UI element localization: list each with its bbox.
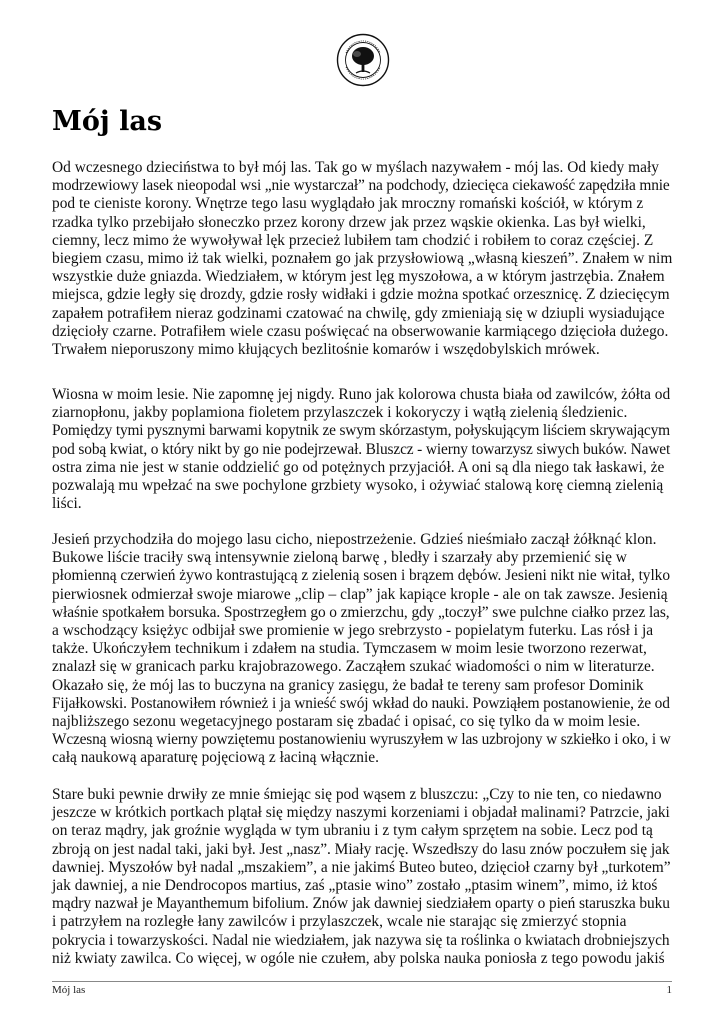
- footer-divider: [52, 981, 672, 982]
- text-line: Od wczesnego dzieciństwa to był mój las. Tak go w myślach nazywałem - mój las. Od kiedy mały: [52, 159, 659, 176]
- text-line: biegiem czasu, mimo iż tak wielki, poznałem go jak przysłowiową „własną kieszeń”. Znałem w nim: [52, 250, 673, 268]
- text-line: wszystkie duże gniazda. Wiedziałem, w którym jest lęg myszołowa, a w którym jastrzębia. Znałem: [52, 268, 665, 286]
- page-number: 1: [666, 984, 672, 996]
- footer-title: Mój las: [52, 984, 86, 996]
- text-line: znalazł się w granicach parku krajobrazowego. Zacząłem szukać wiadomości o nim w literaturze.: [52, 658, 655, 676]
- page-title: Mój las: [52, 106, 163, 137]
- text-line: a wschodzący księżyc odbijał swe promienie w jego srebrzysto - popielatym futerku. Las rósł i ja: [52, 622, 654, 640]
- text-line: ziarnopłonu, jakby poplamiona fioletem przylaszczek i kokoryczy i wątłą zielenią śledzienic.: [52, 404, 628, 422]
- text-line: i patrzyłem na rozległe łany zawilców i przylaszczek, wcale nie starając się zmierzyć stopnia: [52, 913, 627, 931]
- text-line: miejsca, gdzie legły się drozdy, gdzie rosły widłaki i gdzie można spotkać orzesznicę. Z dziecięcym: [52, 286, 670, 304]
- text-line: pierwiosnek odmierzał swoje miarowe „clip – clap” jak kapiące krople - ale on tak zawsze. Jesienią: [52, 585, 668, 603]
- text-line: Pomiędzy tymi pysznymi barwami kopytnik ze swym skórzastym, połyskującym liściem skrywającym: [52, 422, 670, 440]
- text-line: rzadka tylko przebijało słoneczko przez korony drzew jak przez wąskie okienka. Las był wielki,: [52, 213, 646, 231]
- tree-seal-logo-icon: [336, 33, 390, 87]
- text-line: jak dawniej, a nie Dendrocopos martius, zaś „ptasie wino” zostało „ptasim winem”, mimo, iż ktoś: [52, 877, 658, 895]
- text-line: Okazało się, że mój las to buczyna na granicy zasięgu, że badał te tereny sam profesor Dominik: [52, 676, 644, 694]
- paragraph-spring: [52, 386, 672, 513]
- text-line: płomienną czerwień żywo kontrastującą z zielenią sosen i brązem dębów. Jesieni nikt nie witał, tylko: [52, 567, 670, 585]
- text-line: Stare buki pewnie drwiły ze mnie śmiejąc się pod wąsem z bluszczu: „Czy to nie ten, co niedawno: [52, 786, 662, 803]
- text-line: właśnie spotkałem borsuka. Spostrzegłem go o zmierzchu, gdy „toczył” swe pulchne ciałko przez las,: [52, 603, 670, 621]
- paragraph-old-beeches: [52, 786, 672, 968]
- text-line: jeszcze w krótkich portkach plątał się między naszymi korzeniami i objadał malinami? Patrzcie, jaki: [52, 804, 670, 822]
- text-line: Jesień przychodziła do mojego lasu cicho, niepostrzeżenie. Gdzieś nieśmiało zaczął żółknąć klon.: [52, 531, 657, 548]
- text-line: Fijałkowski. Postanowiłem również i ja wnieść swój wkład do nauki. Powziąłem postanowienie, że od: [52, 694, 670, 712]
- text-line: dawniej. Myszołów był nadal „mszakiem”, a nie jakimś Buteo buteo, dzięcioł czarny był „turkotem”: [52, 858, 671, 876]
- text-line: pod sobą kwiat, o który nikt by go nie podejrzewał. Bluszcz - wierny towarzysz siwych buków. Nawet: [52, 440, 671, 458]
- text-line: liści.: [52, 495, 82, 513]
- text-line: on teraz mądry, jak groźnie wygląda w tym ubraniu i z tym całym sprzętem na sobie. Lecz pod tą: [52, 822, 653, 840]
- text-line: najbliższego sezonu wegetacyjnego postaram się zbadać i opisać, co się tylko da w moim lesie.: [52, 713, 641, 731]
- text-line: ciemny, lecz mimo że wywoływał lęk przecież lubiłem tam chodzić i robiłem to coraz częściej. Z: [52, 231, 654, 249]
- text-line: dzięcioły czarne. Potrafiłem wiele czasu poświęcać na obserwowanie karmiącego dzięcioła dużego.: [52, 322, 669, 340]
- text-line: pod te cieniste korony. Wnętrze tego lasu wyglądało jak mroczny romański kościół, w którym z: [52, 195, 644, 213]
- text-line: niż kwiaty zawilca. Co więcej, w ogóle nie czułem, aby polska nauka poniosła z tego powodu jakiś: [52, 949, 665, 967]
- text-line: Bukowe liście traciły swą intensywnie zieloną barwę , bledły i szarzały aby przemienić się w: [52, 549, 627, 567]
- text-line: zbroją on jest nadal taki, jaki był. Jest „nasz”. Miały rację. Wszedłszy do lasu znów poczułem się jak: [52, 840, 670, 858]
- text-line: Wiosna w moim lesie. Nie zapomnę jej nigdy. Runo jak kolorowa chusta biała od zawilców, żółta od: [52, 386, 671, 403]
- paragraph-autumn: [52, 531, 672, 768]
- text-line: ostra zima nie jest w stanie oddzielić go od potężnych przyjaciół. A oni są dla niego tak łaskawi, że: [52, 458, 665, 476]
- text-line: pozwalają mu wpełzać na swe pochylone grzbiety wysoko, i ożywiać stalową korę ciemną zielenią: [52, 477, 664, 495]
- text-line: pokrycia i towarzyskości. Nadal nie wiedziałem, jak nazywa się ta roślinka o kwiatach drobniejszych: [52, 931, 670, 949]
- text-line: modrzewiowy lasek nieopodal wsi „nie wystarczał” na podchody, dziecięca ciekawość zapędziła mnie: [52, 177, 670, 195]
- text-line: także. Ukończyłem technikum i zdałem na studia. Tymczasem w moim lesie tworzono rezerwat,: [52, 640, 647, 658]
- text-line: mądry nazwał je Mayanthemum bifolium. Znów jak dawniej siedziałem oparty o pień staruszka buku: [52, 895, 670, 913]
- text-line: Trwałem nieporuszony mimo kłujących bezlitośnie komarów i wszędobylskich mrówek.: [52, 341, 600, 359]
- text-line: Wczesną wiosną wierny powziętemu postanowieniu wyruszyłem w las uzbrojony w szkiełko i oko, i w: [52, 731, 671, 749]
- text-line: zapałem potrafiłem nieraz godzinami czatować na chwilę, gdy zmieniają się w dziupli wysiadujące: [52, 304, 665, 322]
- paragraph-childhood: [52, 159, 672, 359]
- text-line: całą naukową aparaturę pojęciową z łaciną włącznie.: [52, 749, 380, 767]
